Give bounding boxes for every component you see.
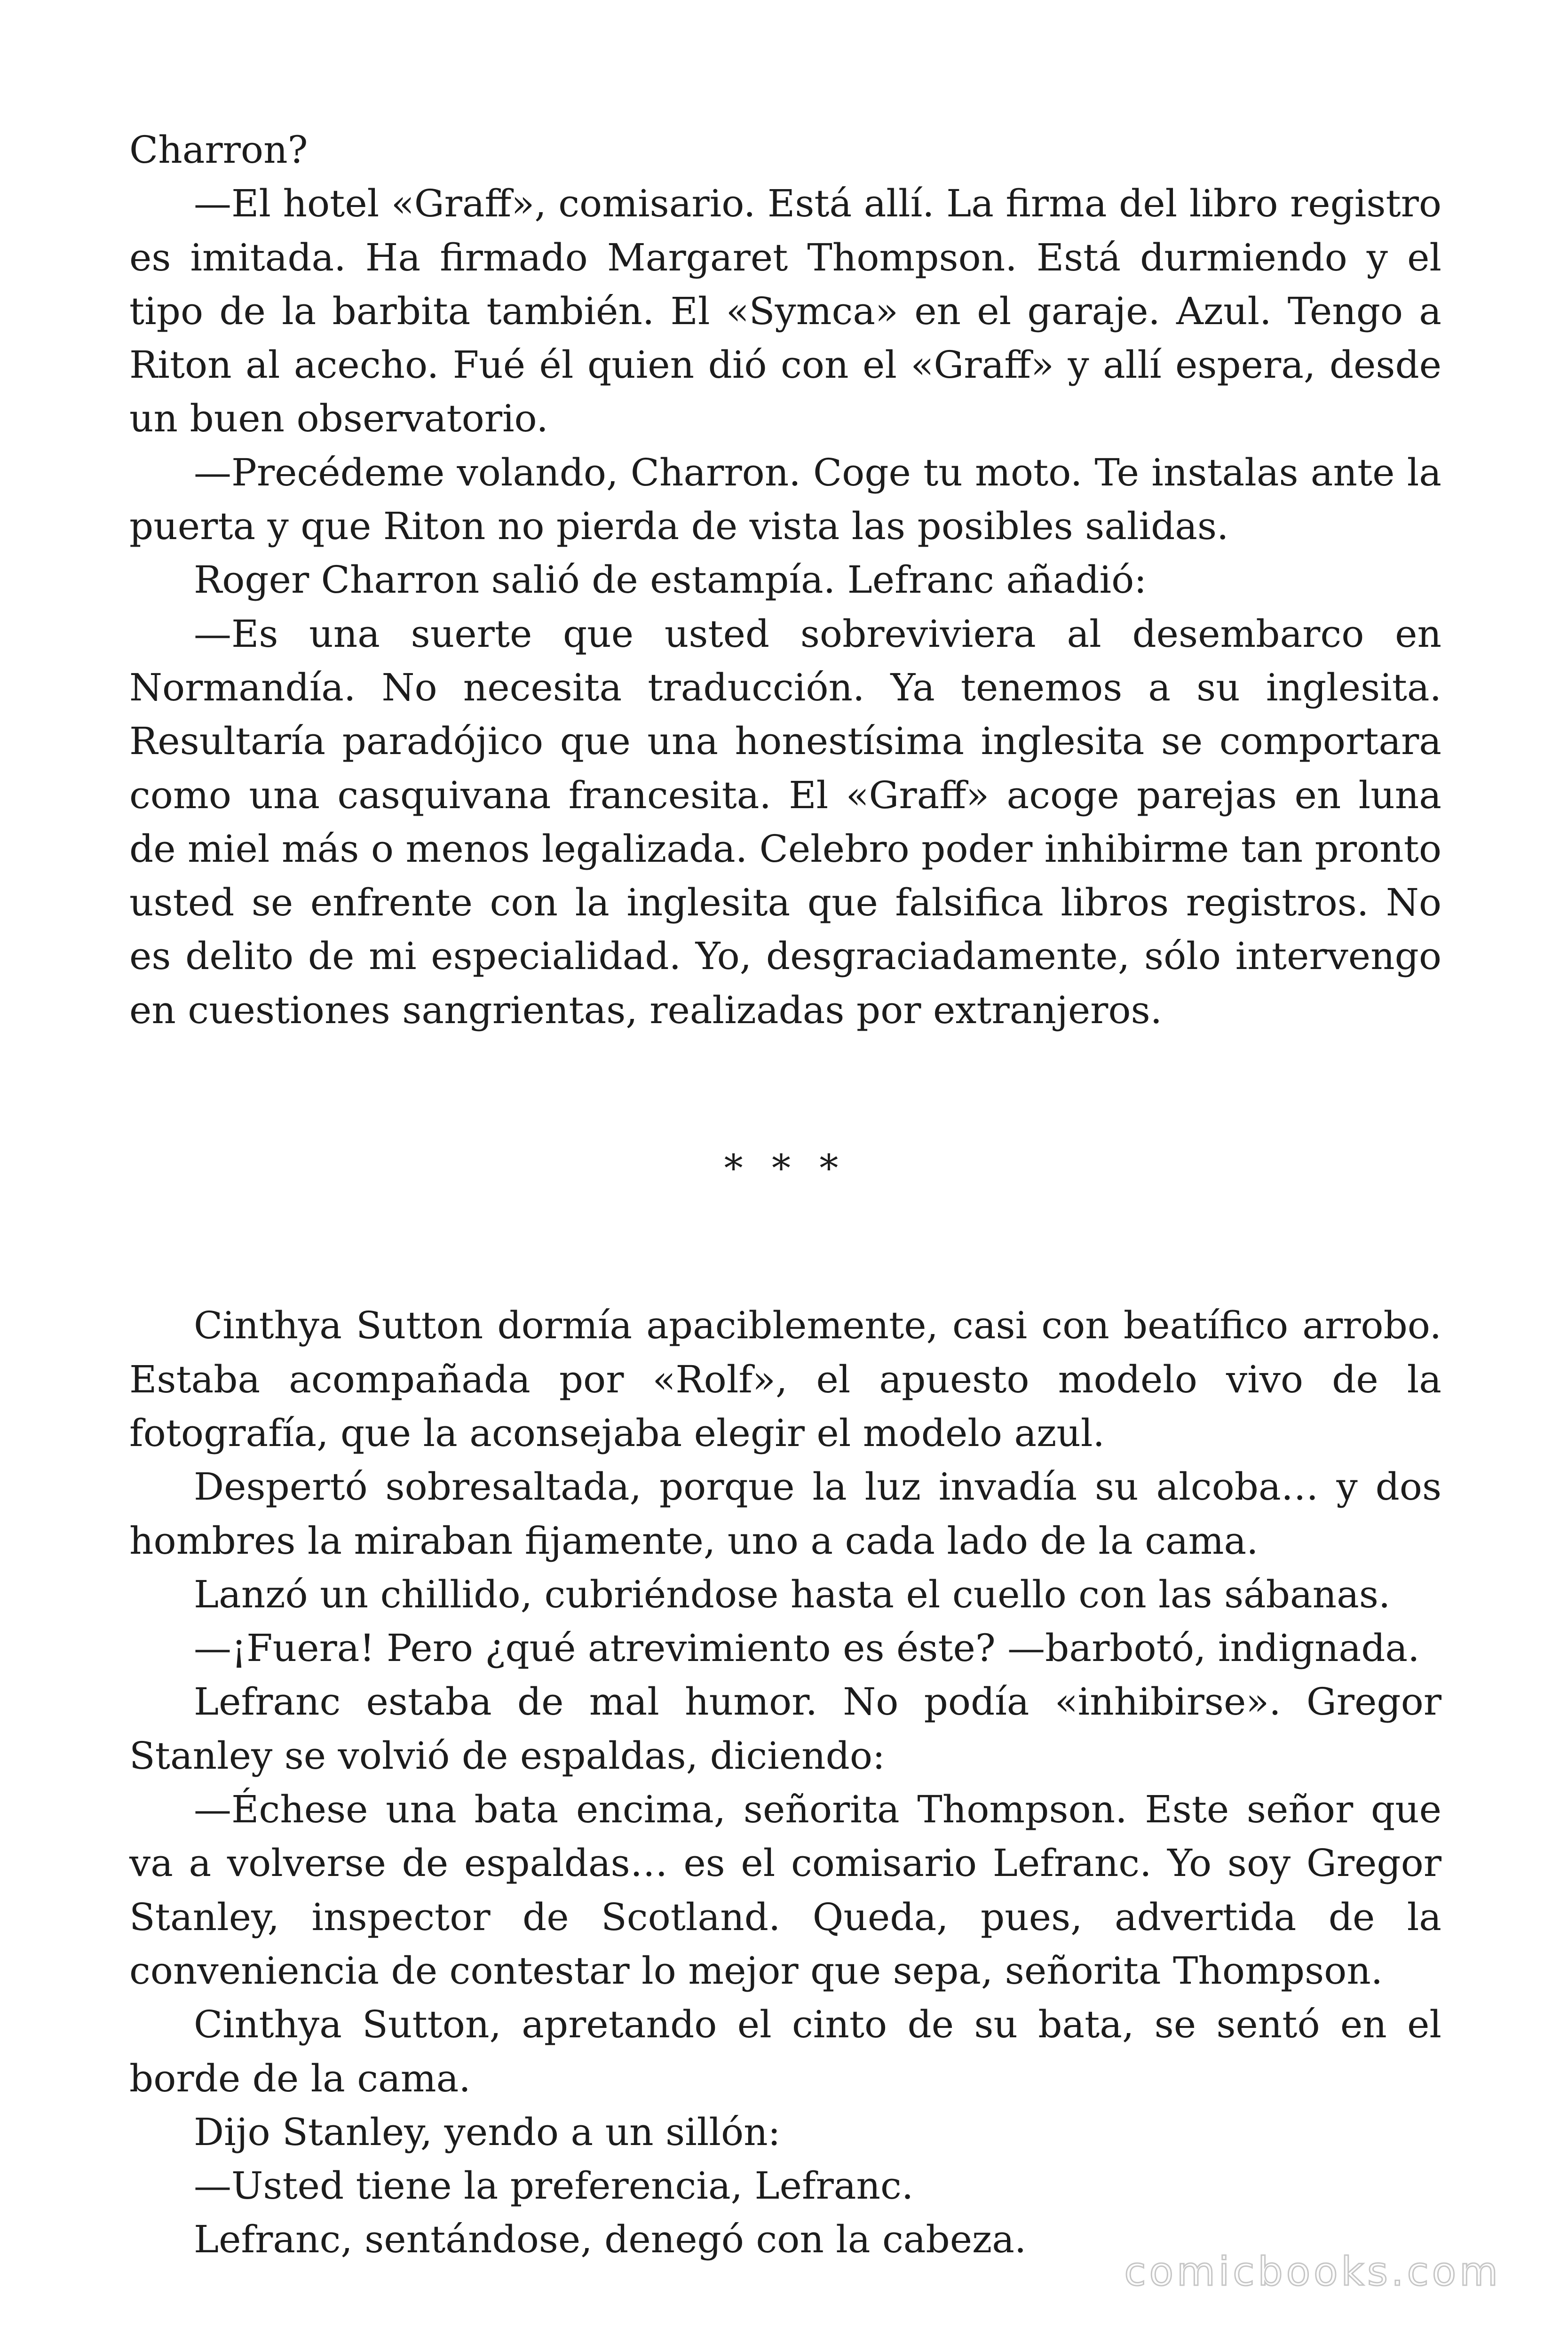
paragraph: Dijo Stanley, yendo a un sillón: (194, 2110, 781, 2154)
paragraph: Cinthya Sutton, apretando el cinto de su bata, se sentó en el borde de la cama. (129, 2002, 1441, 2100)
paragraph: —Usted tiene la preferencia, Lefranc. (194, 2164, 914, 2208)
paragraph: Charron? (129, 128, 308, 172)
paragraph: Lefranc, sentándose, denegó con la cabeza. (194, 2217, 1027, 2262)
watermark: comicbooks.com (1124, 2249, 1501, 2295)
paragraph: —Precédeme volando, Charron. Coge tu moto. Te instalas ante la puerta y que Riton no pierda de vista las posibles salidas. (129, 450, 1441, 548)
paragraph: Cinthya Sutton dormía apaciblemente, casi con beatífico arrobo. Estaba acompañada por «Rolf», el apuesto modelo vivo de la fotografía, que la aconsejaba elegir el modelo azul. (129, 1303, 1441, 1455)
paragraph: Lefranc estaba de mal humor. No podía «inhibirse». Gregor Stanley se volvió de espaldas, diciendo: (129, 1680, 1441, 1778)
text-block-before-break (129, 123, 1441, 1037)
paragraph: —El hotel «Graff», comisario. Está allí. La firma del libro registro es imitada. Ha firmado Margaret Thompson. Está durmiendo y el tipo de la barbita también. El «Symca» en el garaje. Azul. Tengo a Riton al acecho. Fué él quien dió con el «Graff» y allí espera, desde un buen observatorio. (129, 182, 1441, 441)
paragraph: —Es una suerte que usted sobreviviera al desembarco en Normandía. No necesita traducción. Ya tenemos a su inglesita. Resultaría paradójico que una honestísima inglesita se comportara como una casquivana francesita. El «Graff» acoge parejas en luna de miel más o menos legalizada. Celebro poder inhibirme tan pronto usted se enfrente con la inglesita que falsifica libros registros. No es delito de mi especialidad. Yo, desgraciadamente, sólo intervengo en cuestiones sangrientas, realizadas por extranjeros. (129, 612, 1441, 1032)
text-block-after-break (129, 1299, 1441, 2266)
paragraph: Lanzó un chillido, cubriéndose hasta el cuello con las sábanas. (194, 1572, 1391, 1616)
book-page (129, 123, 1441, 2267)
paragraph: Despertó sobresaltada, porque la luz invadía su alcoba… y dos hombres la miraban fijamente, uno a cada lado de la cama. (129, 1465, 1441, 1563)
paragraph: —¡Fuera! Pero ¿qué atrevimiento es éste? —barbotó, indignada. (194, 1626, 1420, 1670)
paragraph: Roger Charron salió de estampía. Lefranc añadió: (194, 558, 1147, 602)
paragraph: —Échese una bata encima, señorita Thompson. Este señor que va a volverse de espaldas… es el comisario Lefranc. Yo soy Gregor Stanley, inspector de Scotland. Queda, pues, advertida de la conveniencia de contestar lo mejor que sepa, señorita Thompson. (129, 1788, 1441, 1993)
section-break: * * * (724, 1146, 847, 1191)
